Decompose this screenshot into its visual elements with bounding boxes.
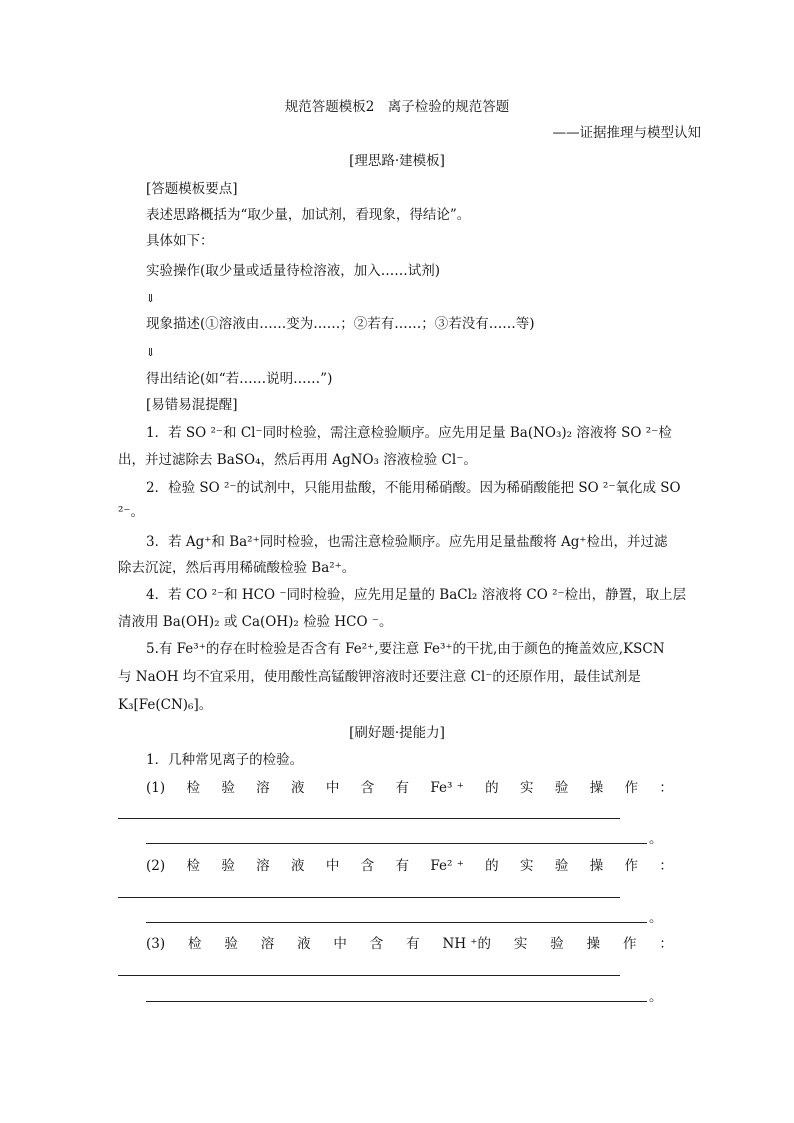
- prompt-token: 的: [485, 858, 499, 874]
- template-heading: [答题模板要点]: [146, 181, 238, 197]
- prompt-token: 验: [554, 858, 569, 874]
- prompt-token: 含: [360, 858, 375, 874]
- prompt-token: 的: [485, 780, 499, 796]
- error-item-5-line-1: 5.有 Fe³⁺的存在时检验是否含有 Fe²⁺,要注意 Fe³⁺的干扰,由于颜色的掩盖效应,KSCN: [146, 641, 665, 657]
- prompt-token: 含: [360, 780, 375, 796]
- section-heading-think: [理思路·建模板]: [349, 153, 445, 169]
- prompt-token: 中: [325, 780, 340, 796]
- answer-line[interactable]: [118, 818, 620, 819]
- section-heading-practice: [刷好题·提能力]: [349, 725, 445, 741]
- step-phenomenon: 现象描述(①溶液由……变为……；②若有……；③若没有……等): [146, 316, 535, 332]
- prompt-token: 含: [369, 936, 384, 952]
- step-operation: 实验操作(取少量或适量待检溶液，加入……试剂): [146, 263, 441, 279]
- prompt-token: 溶: [256, 780, 270, 796]
- prompt-token: 溶: [256, 858, 270, 874]
- error-item-5-line-3: K₃[Fe(CN)₆]。: [118, 697, 213, 713]
- question-1-1-prompt: [146, 779, 673, 797]
- answer-line[interactable]: [146, 1001, 647, 1002]
- prompt-token: 实: [520, 780, 534, 796]
- prompt-token: 实: [520, 858, 534, 874]
- prompt-token: 中: [325, 858, 340, 874]
- end-mark: 。: [649, 831, 663, 847]
- prompt-token: 验: [221, 780, 235, 796]
- prompt-token: 溶: [260, 936, 275, 952]
- error-item-4-line-1: 4．若 CO ²⁻和 HCO ⁻同时检验，应先用足量的 BaCl₂ 溶液将 CO ²⁻检出，静置，取上层: [146, 587, 687, 603]
- answer-line[interactable]: [146, 843, 647, 844]
- end-mark: 。: [649, 989, 663, 1005]
- error-item-1-line-2: 出，并过滤除去 BaSO₄，然后再用 AgNO₃ 溶液检验 Cl⁻。: [118, 452, 477, 468]
- prompt-token: 有: [406, 936, 420, 952]
- prompt-token: 操: [586, 936, 601, 952]
- template-line-1: 表述思路概括为“取少量，加试剂，看现象，得结论”。: [146, 207, 471, 223]
- prompt-token: 操: [589, 780, 604, 796]
- prompt-token: 验: [554, 780, 569, 796]
- prompt-token: (3): [146, 936, 166, 952]
- prompt-token: 验: [550, 936, 564, 952]
- step-conclusion: 得出结论(如“若……说明……”): [146, 371, 333, 387]
- prompt-token: 液: [297, 936, 311, 952]
- prompt-token: 液: [291, 858, 305, 874]
- prompt-token: 作: [622, 936, 637, 952]
- error-item-1-line-1: 1．若 SO ²⁻和 Cl⁻同时检验，需注意检验顺序。应先用足量 Ba(NO₃)₂ 溶液将 SO ²⁻检: [146, 425, 672, 441]
- prompt-token: 中: [333, 936, 347, 952]
- page-title: 规范答题模板2 离子检验的规范答题: [284, 99, 510, 115]
- prompt-token: 操: [589, 858, 604, 874]
- error-item-5-line-2: 与 NaOH 均不宜采用，使用酸性高锰酸钾溶液时还要注意 Cl⁻的还原作用，最佳试剂是: [118, 669, 641, 685]
- prompt-token: 有: [395, 858, 410, 874]
- error-item-3-line-2: 除去沉淀，然后再用稀硫酸检验 Ba²⁺。: [118, 560, 356, 576]
- end-mark: 。: [649, 910, 663, 926]
- prompt-token: (1): [146, 780, 166, 796]
- prompt-token: 液: [291, 780, 305, 796]
- down-arrow-icon: ⇓: [146, 292, 156, 305]
- prompt-token: 作: [624, 780, 639, 796]
- question-1: 1．几种常见离子的检验。: [146, 752, 304, 768]
- question-1-2-prompt: [146, 857, 673, 875]
- error-item-2-line-2: ²⁻。: [118, 504, 145, 520]
- prompt-token: 有: [395, 780, 410, 796]
- prompt-token: Fe³ ⁺: [430, 780, 464, 796]
- prompt-token: 作: [624, 858, 639, 874]
- prompt-token: 检: [186, 858, 200, 874]
- prompt-token: ：: [659, 936, 673, 952]
- prompt-token: 检: [186, 780, 200, 796]
- question-1-3-prompt: [146, 935, 673, 953]
- prompt-token: NH ⁺的: [442, 936, 492, 952]
- error-item-2-line-1: 2．检验 SO ²⁻的试剂中，只能用盐酸，不能用稀硝酸。因为稀硝酸能把 SO ²⁻氧化成 SO: [146, 480, 681, 496]
- prompt-token: ：: [659, 780, 673, 796]
- template-line-2: 具体如下：: [146, 233, 214, 249]
- prompt-token: 检: [187, 936, 202, 952]
- prompt-token: 验: [221, 858, 235, 874]
- answer-line[interactable]: [118, 975, 620, 976]
- error-item-4-line-2: 清液用 Ba(OH)₂ 或 Ca(OH)₂ 检验 HCO ⁻。: [118, 614, 393, 630]
- error-item-3-line-1: 3．若 Ag⁺和 Ba²⁺同时检验，也需注意检验顺序。应先用足量盐酸将 Ag⁺检出，并过滤: [146, 534, 668, 550]
- prompt-token: ：: [659, 858, 673, 874]
- error-heading: [易错易混提醒]: [146, 397, 238, 413]
- prompt-token: 实: [513, 936, 528, 952]
- prompt-token: 验: [224, 936, 238, 952]
- prompt-token: (2): [146, 858, 166, 874]
- page-subtitle: ——证据推理与模型认知: [552, 125, 701, 141]
- answer-line[interactable]: [146, 922, 647, 923]
- prompt-token: Fe² ⁺: [430, 858, 464, 874]
- down-arrow-icon: ⇓: [146, 346, 156, 359]
- answer-line[interactable]: [118, 897, 620, 898]
